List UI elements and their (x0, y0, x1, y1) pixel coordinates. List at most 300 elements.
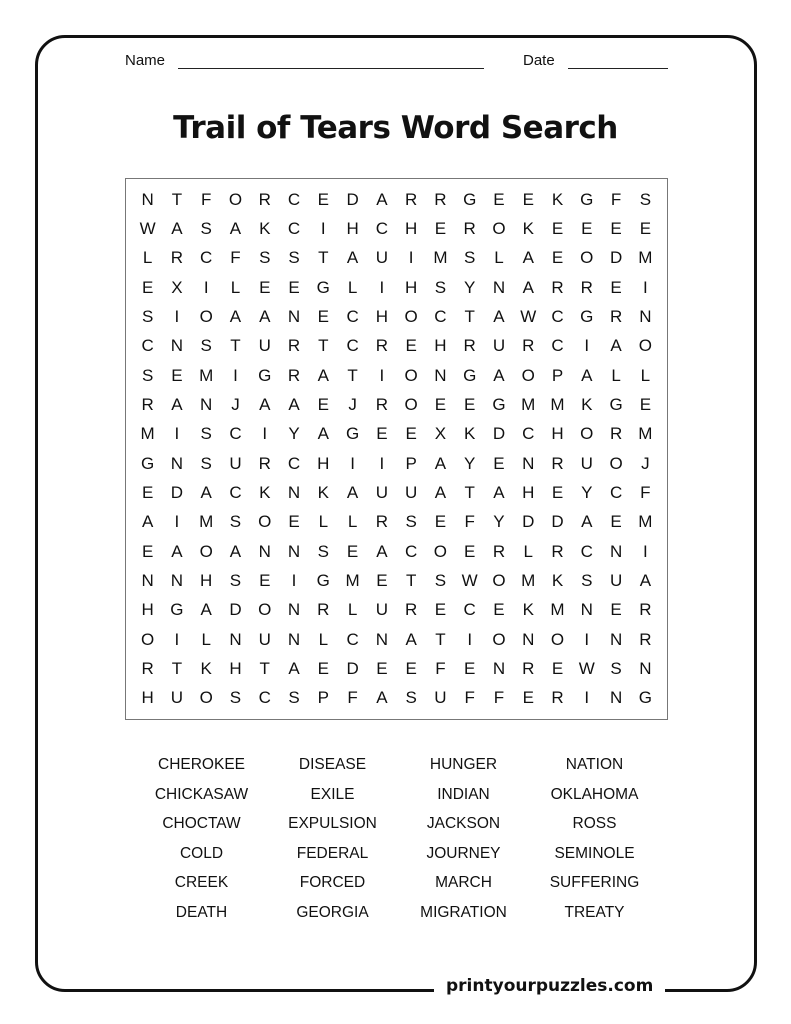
grid-cell: L (611, 365, 621, 385)
grid-cell: E (171, 365, 183, 385)
grid-cell: K (522, 218, 534, 238)
grid-cell: O (638, 336, 652, 356)
grid-cell: I (262, 424, 268, 444)
grid-cell: C (434, 306, 447, 326)
grid-cell: A (288, 658, 300, 678)
grid-cell: R (639, 629, 652, 649)
grid-cell: O (433, 541, 448, 561)
grid-cell: R (463, 336, 476, 356)
grid-cell: P (317, 688, 329, 708)
grid-cell: N (141, 570, 154, 590)
grid-cell: O (580, 248, 594, 268)
grid-cell: S (200, 424, 212, 444)
grid-cell: G (258, 365, 272, 385)
grid-cell: U (375, 248, 388, 268)
grid-cell: I (584, 688, 590, 708)
grid-cell: A (639, 570, 652, 590)
grid-cell: S (229, 688, 242, 708)
grid-cell: H (141, 688, 154, 708)
grid-cell: G (580, 189, 594, 209)
word-list-item: TREATY (564, 903, 625, 921)
grid-cell: C (375, 218, 388, 238)
grid-cell: T (464, 306, 475, 326)
grid-cell: R (522, 658, 535, 678)
grid-cell: H (551, 424, 564, 444)
grid-cell: N (434, 365, 447, 385)
grid-cell: A (376, 541, 388, 561)
grid-cell: W (139, 218, 156, 238)
grid-cell: R (551, 541, 564, 561)
grid-cell: T (405, 570, 417, 590)
grid-cell: W (520, 306, 537, 326)
grid-cell: E (259, 570, 271, 590)
grid-cell: S (405, 512, 417, 532)
word-list-item: COLD (179, 844, 224, 862)
grid-cell: J (348, 394, 357, 414)
grid-cell: I (642, 541, 648, 561)
word-list-item: ROSS (572, 815, 617, 833)
grid-cell: R (404, 189, 418, 209)
word-list-item: EXPULSION (288, 815, 377, 833)
grid-cell: S (434, 277, 447, 297)
grid-cell: K (522, 600, 534, 620)
grid-cell: S (581, 570, 593, 590)
grid-cell: T (318, 336, 329, 356)
grid-cell: S (405, 688, 417, 708)
grid-cell: S (259, 248, 271, 268)
grid-cell: L (318, 512, 329, 532)
grid-cell: N (141, 189, 154, 209)
grid-cell: I (174, 512, 180, 532)
grid-cell: E (610, 512, 622, 532)
grid-cell: C (463, 600, 476, 620)
grid-cell: A (522, 248, 534, 268)
grid-cell: N (229, 629, 242, 649)
grid-cell: C (404, 541, 418, 561)
grid-cell: S (200, 218, 212, 238)
grid-cell: I (174, 424, 180, 444)
grid-cell: E (493, 189, 505, 209)
grid-cell: U (580, 453, 593, 473)
grid-cell: E (434, 600, 447, 620)
grid-cell: A (493, 482, 505, 502)
grid-cell: E (639, 394, 652, 414)
grid-cell: M (521, 394, 536, 414)
grid-cell: R (551, 277, 564, 297)
grid-cell: M (199, 365, 214, 385)
grid-cell: I (584, 629, 590, 649)
grid-cell: E (259, 277, 271, 297)
grid-cell: I (174, 306, 180, 326)
grid-cell: T (171, 658, 183, 678)
grid-cell: W (578, 658, 595, 678)
grid-cell: I (379, 453, 385, 473)
grid-cell: L (494, 248, 504, 268)
word-list-item: INDIAN (437, 785, 490, 803)
word-list-item: EXILE (310, 785, 355, 803)
name-line (178, 68, 484, 69)
grid-cell: H (375, 306, 388, 326)
footer-site: printyourpuzzles.com (434, 975, 665, 997)
grid-cell: I (350, 453, 355, 473)
word-list-item: CHOCTAW (162, 815, 241, 833)
grid-cell: L (318, 629, 329, 649)
grid-cell: N (287, 629, 301, 649)
grid-cell: A (493, 365, 505, 385)
grid-cell: R (404, 600, 418, 620)
grid-cell: S (229, 570, 242, 590)
grid-cell: F (230, 248, 241, 268)
grid-cell: E (346, 541, 359, 561)
grid-cell: E (610, 218, 622, 238)
grid-cell: I (320, 218, 326, 238)
grid-cell: S (434, 570, 447, 590)
grid-cell: G (141, 453, 155, 473)
grid-cell: N (609, 629, 623, 649)
grid-cell: I (379, 277, 385, 297)
word-list-item: HUNGER (429, 756, 498, 773)
grid-cell: E (610, 277, 622, 297)
grid-cell: E (317, 658, 329, 678)
grid-cell: U (492, 336, 506, 356)
grid-cell: A (376, 688, 388, 708)
grid-cell: R (522, 336, 535, 356)
grid-cell: N (580, 600, 593, 620)
grid-cell: M (550, 600, 565, 620)
grid-cell: E (376, 658, 388, 678)
grid-cell: E (522, 189, 534, 209)
grid-cell: E (493, 600, 505, 620)
grid-cell: I (203, 277, 209, 297)
grid-cell: R (639, 600, 652, 620)
grid-cell: E (405, 658, 417, 678)
grid-cell: S (141, 306, 154, 326)
grid-cell: C (609, 482, 623, 502)
grid-cell: O (199, 541, 213, 561)
grid-cell: Y (464, 277, 476, 297)
grid-cell: J (641, 453, 650, 473)
grid-cell: M (140, 424, 155, 444)
grid-cell: O (609, 453, 623, 473)
word-list-item: CHICKASAW (154, 785, 249, 803)
grid-cell: R (551, 453, 564, 473)
grid-cell: Y (464, 453, 476, 473)
word-list-item: SEMINOLE (554, 844, 635, 862)
grid-cell: C (551, 336, 564, 356)
grid-cell: H (404, 277, 418, 297)
grid-cell: A (229, 541, 242, 561)
grid-cell: A (346, 248, 359, 268)
grid-cell: D (229, 600, 242, 620)
grid-cell: F (464, 688, 475, 708)
grid-cell: M (199, 512, 214, 532)
grid-cell: M (345, 570, 360, 590)
word-list-item: CREEK (174, 874, 229, 892)
grid-cell: U (258, 336, 271, 356)
grid-cell: M (521, 570, 536, 590)
grid-cell: A (288, 394, 300, 414)
grid-cell: S (229, 512, 242, 532)
grid-cell: L (347, 512, 358, 532)
grid-cell: O (404, 306, 418, 326)
grid-cell: U (434, 688, 447, 708)
grid-cell: A (581, 512, 593, 532)
grid-cell: F (200, 189, 212, 209)
grid-cell: E (434, 394, 447, 414)
grid-cell: U (375, 482, 388, 502)
grid-cell: R (141, 394, 154, 414)
grid-cell: R (170, 248, 184, 268)
grid-cell: S (610, 658, 622, 678)
grid-cell: E (288, 512, 300, 532)
grid-cell: E (317, 189, 329, 209)
grid-cell: O (141, 629, 155, 649)
grid-cell: G (609, 394, 623, 414)
grid-cell: R (141, 658, 154, 678)
grid-cell: L (201, 629, 211, 649)
grid-cell: E (141, 541, 154, 561)
word-list-item: JOURNEY (426, 844, 501, 862)
grid-cell: L (523, 541, 533, 561)
grid-cell: M (638, 512, 653, 532)
grid-cell: I (467, 629, 473, 649)
grid-cell: R (551, 688, 564, 708)
grid-cell: T (259, 658, 270, 678)
word-list-item: SUFFERING (549, 874, 640, 892)
date-line (568, 68, 668, 69)
grid-cell: T (318, 248, 329, 268)
word-list (136, 756, 660, 934)
grid-cell: N (492, 277, 506, 297)
grid-cell: D (346, 658, 359, 678)
grid-cell: O (404, 365, 418, 385)
grid-cell: G (580, 306, 594, 326)
grid-cell: G (492, 394, 506, 414)
word-list-item: FORCED (299, 874, 366, 892)
grid-cell: C (522, 424, 535, 444)
grid-cell: N (639, 658, 652, 678)
grid-cell: K (581, 394, 593, 414)
grid-cell: G (316, 570, 330, 590)
grid-cell: S (464, 248, 476, 268)
grid-cell: G (463, 189, 477, 209)
grid-cell: U (609, 570, 623, 590)
grid-cell: L (142, 248, 153, 268)
grid-cell: C (229, 424, 242, 444)
grid-cell: N (258, 541, 271, 561)
grid-cell: L (230, 277, 241, 297)
grid-cell: C (229, 482, 242, 502)
grid-cell: S (200, 336, 212, 356)
grid-cell: N (170, 453, 184, 473)
grid-cell: D (346, 189, 359, 209)
grid-cell: J (231, 394, 240, 414)
grid-cell: N (287, 541, 301, 561)
grid-cell: C (346, 336, 359, 356)
grid-cell: H (404, 218, 418, 238)
grid-cell: M (550, 394, 565, 414)
grid-cell: I (584, 336, 590, 356)
grid-cell: R (258, 189, 271, 209)
grid-cell: E (493, 453, 505, 473)
grid-cell: E (317, 306, 329, 326)
grid-cell: S (141, 365, 154, 385)
word-list-item: DEATH (175, 903, 228, 921)
word-list-item: JACKSON (426, 815, 501, 833)
grid-cell: F (610, 189, 622, 209)
grid-cell: R (375, 336, 388, 356)
grid-cell: R (287, 365, 301, 385)
grid-cell: U (170, 688, 184, 708)
grid-cell: R (580, 277, 593, 297)
grid-cell: K (464, 424, 476, 444)
grid-cell: O (228, 189, 243, 209)
grid-cell: R (492, 541, 506, 561)
grid-cell: U (229, 453, 242, 473)
grid-cell: H (200, 570, 213, 590)
grid-cell: N (170, 336, 184, 356)
grid-cell: E (464, 658, 476, 678)
grid-cell: O (492, 629, 506, 649)
grid-cell: H (317, 453, 330, 473)
grid-cell: H (434, 336, 447, 356)
grid-cell: I (642, 277, 648, 297)
grid-cell: R (287, 336, 301, 356)
word-list-item: MARCH (435, 874, 492, 892)
grid-cell: S (639, 189, 652, 209)
grid-cell: R (317, 600, 330, 620)
grid-cell: T (171, 189, 183, 209)
grid-cell: C (580, 541, 593, 561)
grid-cell: M (433, 248, 448, 268)
grid-cell: A (229, 306, 242, 326)
grid-cell: N (522, 453, 535, 473)
grid-cell: C (200, 248, 213, 268)
grid-cell: I (291, 570, 297, 590)
grid-cell: H (229, 658, 242, 678)
grid-cell: A (200, 600, 212, 620)
grid-cell: I (174, 629, 180, 649)
grid-cell: U (258, 629, 271, 649)
grid-cell: N (287, 600, 301, 620)
grid-cell: E (288, 277, 300, 297)
grid-cell: E (522, 688, 534, 708)
grid-cell: X (434, 424, 447, 444)
word-list-item: MIGRATION (420, 903, 507, 921)
grid-cell: E (581, 218, 593, 238)
grid-cell: F (464, 512, 475, 532)
grid-cell: O (521, 365, 535, 385)
letter-grid (125, 178, 668, 720)
grid-cell: G (638, 688, 652, 708)
grid-cell: A (405, 629, 417, 649)
grid-cell: G (316, 277, 330, 297)
grid-cell: S (200, 453, 212, 473)
grid-cell: A (434, 482, 447, 502)
grid-cell: K (200, 658, 212, 678)
word-list-item: OKLAHOMA (550, 785, 639, 803)
grid-cell: K (317, 482, 329, 502)
grid-cell: N (609, 688, 623, 708)
grid-cell: N (492, 658, 506, 678)
grid-cell: A (259, 394, 271, 414)
grid-cell: C (346, 306, 359, 326)
grid-cell: N (375, 629, 388, 649)
grid-cell: F (435, 658, 446, 678)
grid-cell: M (638, 424, 653, 444)
grid-cell: A (434, 453, 447, 473)
word-list-item: FEDERAL (296, 844, 369, 862)
grid-cell: A (171, 218, 183, 238)
grid-cell: R (375, 512, 388, 532)
grid-cell: N (200, 394, 213, 414)
grid-cell: G (170, 600, 184, 620)
grid-cell: G (345, 424, 360, 444)
grid-cell: R (258, 453, 271, 473)
grid-cell: F (640, 482, 651, 502)
grid-cell: E (376, 570, 388, 590)
word-list-item: NATION (565, 756, 624, 773)
grid-cell: N (522, 629, 535, 649)
grid-cell: K (259, 482, 271, 502)
grid-cell: R (463, 218, 476, 238)
grid-cell: U (404, 482, 418, 502)
grid-cell: O (492, 570, 506, 590)
grid-cell: Y (288, 424, 300, 444)
grid-cell: E (141, 277, 154, 297)
grid-cell: E (317, 394, 329, 414)
grid-cell: C (346, 629, 359, 649)
grid-cell: A (346, 482, 359, 502)
grid-cell: E (141, 482, 154, 502)
grid-cell: C (551, 306, 564, 326)
grid-cell: E (434, 218, 447, 238)
grid-cell: H (141, 600, 154, 620)
grid-cell: E (464, 394, 476, 414)
grid-cell: R (434, 189, 447, 209)
grid-cell: A (317, 365, 329, 385)
grid-cell: O (199, 688, 213, 708)
grid-cell: E (405, 424, 417, 444)
grid-cell: D (522, 512, 535, 532)
grid-cell: O (199, 306, 213, 326)
grid-cell: T (347, 365, 358, 385)
grid-cell: D (492, 424, 506, 444)
grid-cell: F (347, 688, 358, 708)
grid-cell: E (551, 248, 564, 268)
grid-cell: L (640, 365, 651, 385)
grid-cell: K (551, 570, 564, 590)
page-title: Trail of Tears Word Search (173, 110, 618, 146)
grid-cell: A (522, 277, 534, 297)
grid-cell: F (493, 688, 505, 708)
grid-cell: P (405, 453, 417, 473)
grid-cell: E (464, 541, 476, 561)
grid-cell: A (376, 189, 388, 209)
grid-cell: L (347, 277, 358, 297)
grid-cell: E (434, 512, 447, 532)
grid-cell: C (141, 336, 154, 356)
grid-cell: N (170, 570, 184, 590)
grid-cell: Y (493, 512, 505, 532)
grid-cell: C (287, 218, 301, 238)
grid-cell: A (610, 336, 622, 356)
grid-cell: O (404, 394, 418, 414)
grid-cell: D (170, 482, 184, 502)
grid-cell: O (492, 218, 506, 238)
grid-cell: A (200, 482, 212, 502)
grid-cell: E (551, 658, 564, 678)
